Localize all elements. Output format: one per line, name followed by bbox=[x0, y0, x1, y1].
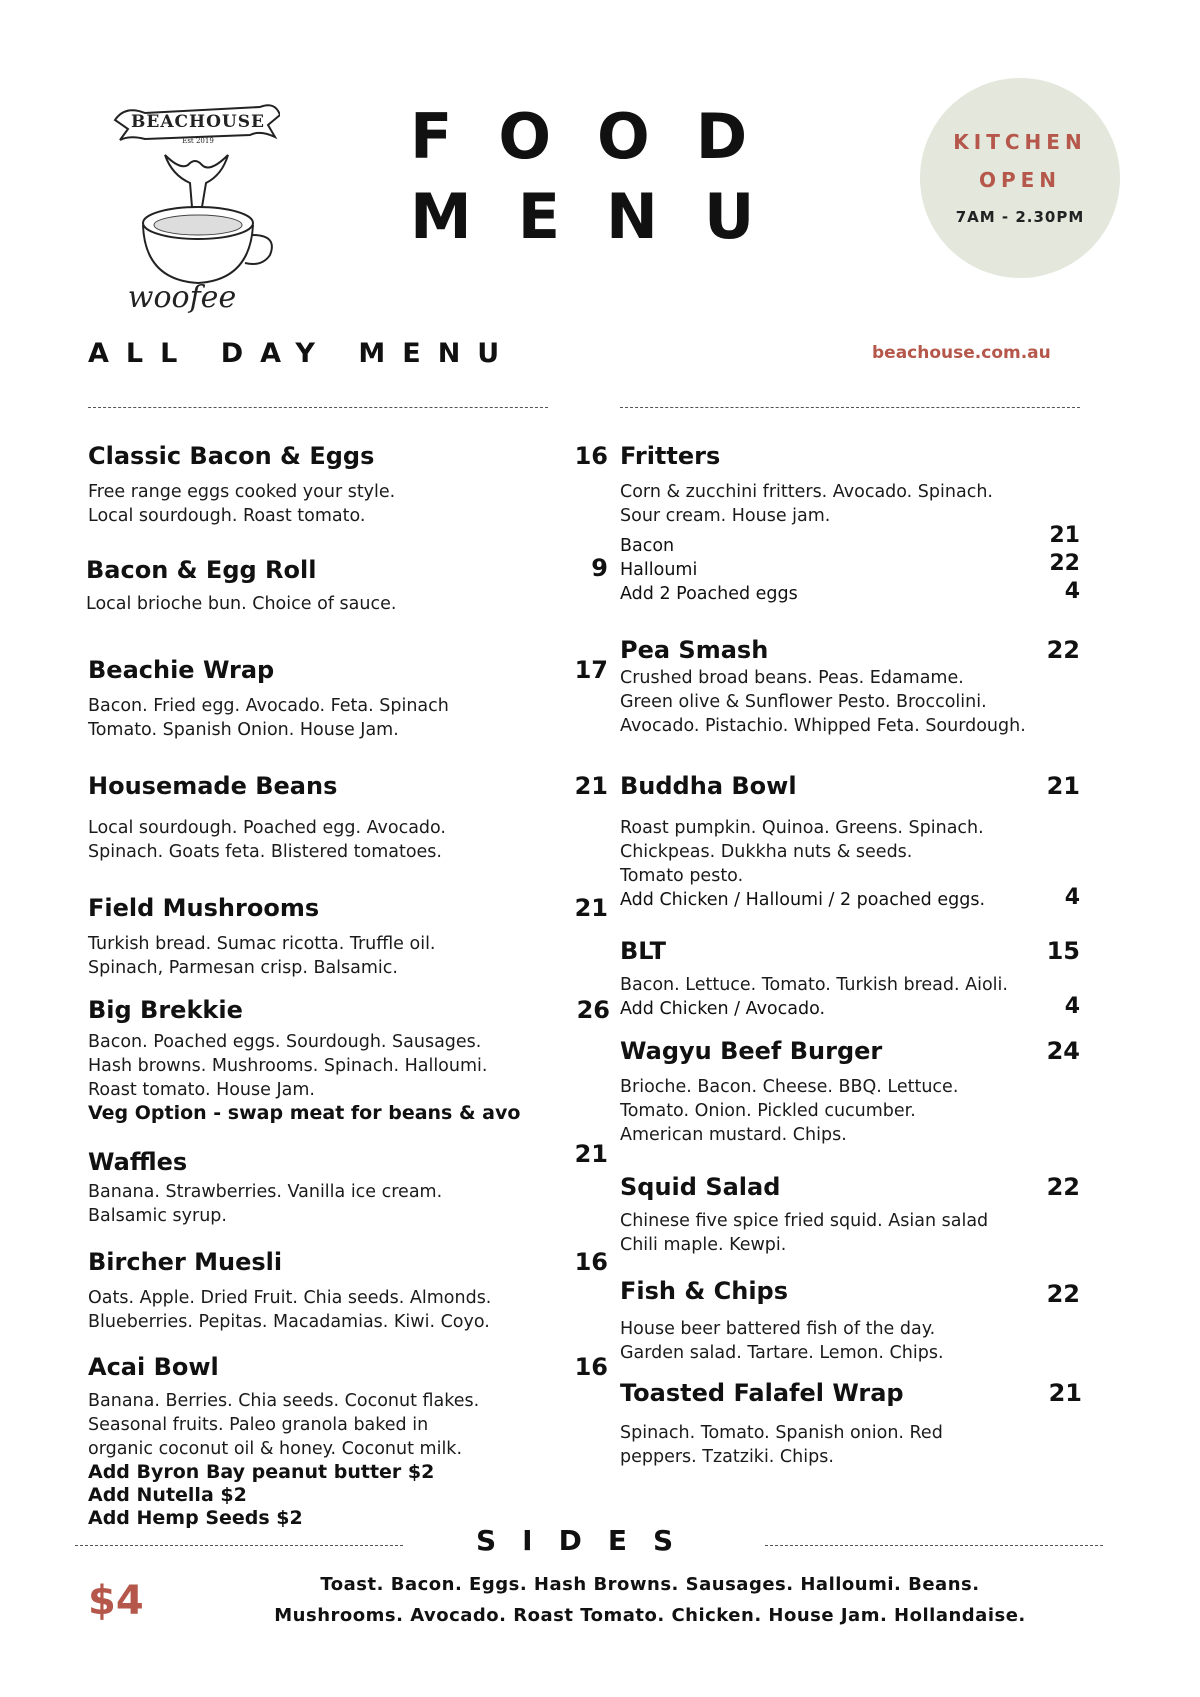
item-desc: Spinach, Parmesan crisp. Balsamic. bbox=[88, 958, 398, 978]
item-desc: Bacon. Fried egg. Avocado. Feta. Spinach bbox=[88, 696, 449, 716]
menu-item bbox=[88, 996, 610, 1125]
item-price: 16 bbox=[574, 1248, 608, 1276]
option-price: 4 bbox=[1064, 579, 1080, 604]
option-row bbox=[620, 523, 1080, 558]
item-desc: Free range eggs cooked your style. bbox=[88, 482, 396, 502]
item-desc: Roast tomato. House Jam. bbox=[88, 1080, 315, 1100]
menu-item bbox=[620, 1037, 1080, 1147]
kitchen-label: KITCHEN bbox=[953, 130, 1087, 154]
item-desc: organic coconut oil & honey. Coconut milk. bbox=[88, 1439, 463, 1459]
sides-divider-right bbox=[765, 1545, 1103, 1546]
item-name: Fritters bbox=[620, 442, 721, 470]
item-desc: Local sourdough. Poached egg. Avocado. bbox=[88, 818, 446, 838]
add-on: Add Byron Bay peanut butter $2 bbox=[88, 1461, 435, 1483]
title-food: FOOD bbox=[410, 100, 794, 173]
item-desc: Roast pumpkin. Quinoa. Greens. Spinach. bbox=[620, 818, 984, 838]
item-desc: Garden salad. Tartare. Lemon. Chips. bbox=[620, 1343, 944, 1363]
item-name: Wagyu Beef Burger bbox=[620, 1037, 883, 1065]
add-on: Add Hemp Seeds $2 bbox=[88, 1507, 303, 1529]
item-desc: Crushed broad beans. Peas. Edamame. bbox=[620, 668, 964, 688]
menu-item bbox=[620, 636, 1080, 738]
item-name: Big Brekkie bbox=[88, 996, 243, 1024]
item-price: 24 bbox=[1046, 1037, 1080, 1065]
option-row bbox=[620, 551, 1080, 582]
item-name: Squid Salad bbox=[620, 1173, 781, 1201]
menu-item bbox=[620, 772, 1080, 912]
menu-item bbox=[620, 937, 1080, 1021]
item-desc: Spinach. Goats feta. Blistered tomatoes. bbox=[88, 842, 442, 862]
item-price: 9 bbox=[591, 554, 608, 582]
menu-item bbox=[88, 894, 608, 980]
website-link[interactable]: beachouse.com.au bbox=[872, 343, 1051, 363]
sides-divider-left bbox=[75, 1545, 403, 1546]
item-desc: Local brioche bun. Choice of sauce. bbox=[86, 594, 397, 614]
option-label: Add Chicken / Avocado. bbox=[620, 999, 826, 1019]
item-name: Field Mushrooms bbox=[88, 894, 320, 922]
open-label: OPEN bbox=[978, 168, 1062, 192]
option-label: Add 2 Poached eggs bbox=[620, 584, 798, 604]
item-desc: Chili maple. Kewpi. bbox=[620, 1235, 787, 1255]
item-name: Beachie Wrap bbox=[88, 656, 275, 684]
item-name: Fish & Chips bbox=[620, 1277, 789, 1305]
option-label: Bacon bbox=[620, 536, 675, 556]
item-price: 21 bbox=[574, 1140, 608, 1168]
item-desc: Local sourdough. Roast tomato. bbox=[88, 506, 366, 526]
item-price: 26 bbox=[576, 996, 610, 1024]
item-desc: Bacon. Poached eggs. Sourdough. Sausages. bbox=[88, 1032, 482, 1052]
item-desc: Chinese five spice fried squid. Asian salad bbox=[620, 1211, 989, 1231]
menu-item bbox=[88, 656, 608, 742]
title-menu: MENU bbox=[410, 180, 801, 253]
item-desc: Seasonal fruits. Paleo granola baked in bbox=[88, 1415, 429, 1435]
option-price: 4 bbox=[1064, 885, 1080, 910]
menu-item bbox=[88, 772, 608, 864]
add-on: Add Nutella $2 bbox=[88, 1484, 247, 1506]
kitchen-open-badge bbox=[920, 78, 1120, 278]
menu-item bbox=[620, 1277, 1080, 1365]
item-desc: Banana. Berries. Chia seeds. Coconut flakes. bbox=[88, 1391, 480, 1411]
menu-item bbox=[88, 1248, 608, 1334]
item-name: Housemade Beans bbox=[88, 772, 338, 800]
option-label: Add Chicken / Halloumi / 2 poached eggs. bbox=[620, 890, 986, 910]
divider-left bbox=[88, 407, 548, 408]
item-desc: Tomato. Onion. Pickled cucumber. bbox=[620, 1101, 916, 1121]
item-desc: Blueberries. Pepitas. Macadamias. Kiwi. Coyo. bbox=[88, 1312, 490, 1332]
option-price: 4 bbox=[1064, 994, 1080, 1019]
item-name: Waffles bbox=[88, 1148, 188, 1176]
item-desc: Bacon. Lettuce. Tomato. Turkish bread. Aioli. bbox=[620, 975, 1008, 995]
item-desc: American mustard. Chips. bbox=[620, 1125, 847, 1145]
option-row bbox=[620, 579, 1080, 606]
item-desc: Brioche. Bacon. Cheese. BBQ. Lettuce. bbox=[620, 1077, 959, 1097]
option-price: 21 bbox=[1049, 523, 1080, 548]
menu-item bbox=[86, 554, 608, 616]
menu-item bbox=[620, 1379, 1082, 1469]
item-desc: Spinach. Tomato. Spanish onion. Red bbox=[620, 1423, 943, 1443]
menu-item bbox=[620, 1173, 1080, 1257]
item-desc: Corn & zucchini fritters. Avocado. Spinach. bbox=[620, 482, 993, 502]
item-desc: Sour cream. House jam. bbox=[620, 506, 831, 526]
menu-item bbox=[88, 1140, 608, 1228]
sides-list-line2: Mushrooms. Avocado. Roast Tomato. Chicken. House Jam. Hollandaise. bbox=[274, 1605, 1026, 1626]
item-desc: Banana. Strawberries. Vanilla ice cream. bbox=[88, 1182, 443, 1202]
item-price: 22 bbox=[1046, 636, 1080, 664]
sides-price: $4 bbox=[88, 1578, 144, 1624]
item-price: 22 bbox=[1046, 1280, 1080, 1308]
item-desc: Avocado. Pistachio. Whipped Feta. Sourdough. bbox=[620, 716, 1026, 736]
item-name: Pea Smash bbox=[620, 636, 769, 664]
item-desc: Tomato pesto. bbox=[620, 866, 744, 886]
item-price: 21 bbox=[1046, 772, 1080, 800]
item-price: 15 bbox=[1046, 937, 1080, 965]
item-desc: peppers. Tzatziki. Chips. bbox=[620, 1447, 834, 1467]
veg-option: Veg Option - swap meat for beans & avo bbox=[88, 1102, 521, 1124]
item-price: 16 bbox=[574, 442, 608, 470]
item-desc: House beer battered fish of the day. bbox=[620, 1319, 936, 1339]
kitchen-hours: 7AM - 2.30PM bbox=[955, 208, 1085, 226]
option-row bbox=[620, 885, 1080, 912]
item-desc: Turkish bread. Sumac ricotta. Truffle oil. bbox=[88, 934, 436, 954]
item-name: Classic Bacon & Eggs bbox=[88, 442, 375, 470]
item-desc: Green olive & Sunflower Pesto. Broccolini. bbox=[620, 692, 987, 712]
item-price: 16 bbox=[574, 1353, 608, 1381]
item-name: Bircher Muesli bbox=[88, 1248, 283, 1276]
menu-item bbox=[88, 1353, 608, 1530]
option-label: Halloumi bbox=[620, 560, 698, 580]
item-desc: Oats. Apple. Dried Fruit. Chia seeds. Almonds. bbox=[88, 1288, 492, 1308]
divider-right bbox=[620, 407, 1080, 408]
item-desc: Tomato. Spanish Onion. House Jam. bbox=[88, 720, 399, 740]
item-price: 22 bbox=[1046, 1173, 1080, 1201]
item-name: Bacon & Egg Roll bbox=[86, 556, 317, 584]
option-price: 22 bbox=[1049, 551, 1080, 576]
item-price: 21 bbox=[1048, 1379, 1082, 1407]
section-title: ALL DAY MENU bbox=[88, 338, 517, 369]
sides-list-line1: Toast. Bacon. Eggs. Hash Browns. Sausages. Halloumi. Beans. bbox=[320, 1574, 980, 1595]
menu-item bbox=[88, 442, 608, 528]
svg-text:BEACHOUSE: BEACHOUSE bbox=[131, 112, 265, 132]
item-price: 21 bbox=[574, 772, 608, 800]
option-row bbox=[620, 994, 1080, 1021]
item-desc: Chickpeas. Dukkha nuts & seeds. bbox=[620, 842, 913, 862]
item-desc: Balsamic syrup. bbox=[88, 1206, 227, 1226]
item-name: BLT bbox=[620, 937, 666, 965]
menu-item bbox=[620, 442, 1080, 606]
beachouse-logo bbox=[110, 95, 280, 315]
item-price: 17 bbox=[574, 656, 608, 684]
item-name: Acai Bowl bbox=[88, 1353, 219, 1381]
item-desc: Hash browns. Mushrooms. Spinach. Halloumi. bbox=[88, 1056, 488, 1076]
svg-text:woofee: woofee bbox=[127, 280, 237, 315]
item-price: 21 bbox=[574, 894, 608, 922]
item-name: Buddha Bowl bbox=[620, 772, 797, 800]
item-name: Toasted Falafel Wrap bbox=[620, 1379, 904, 1407]
sides-title: SIDES bbox=[476, 1524, 700, 1557]
svg-text:Est 2019: Est 2019 bbox=[182, 137, 214, 145]
